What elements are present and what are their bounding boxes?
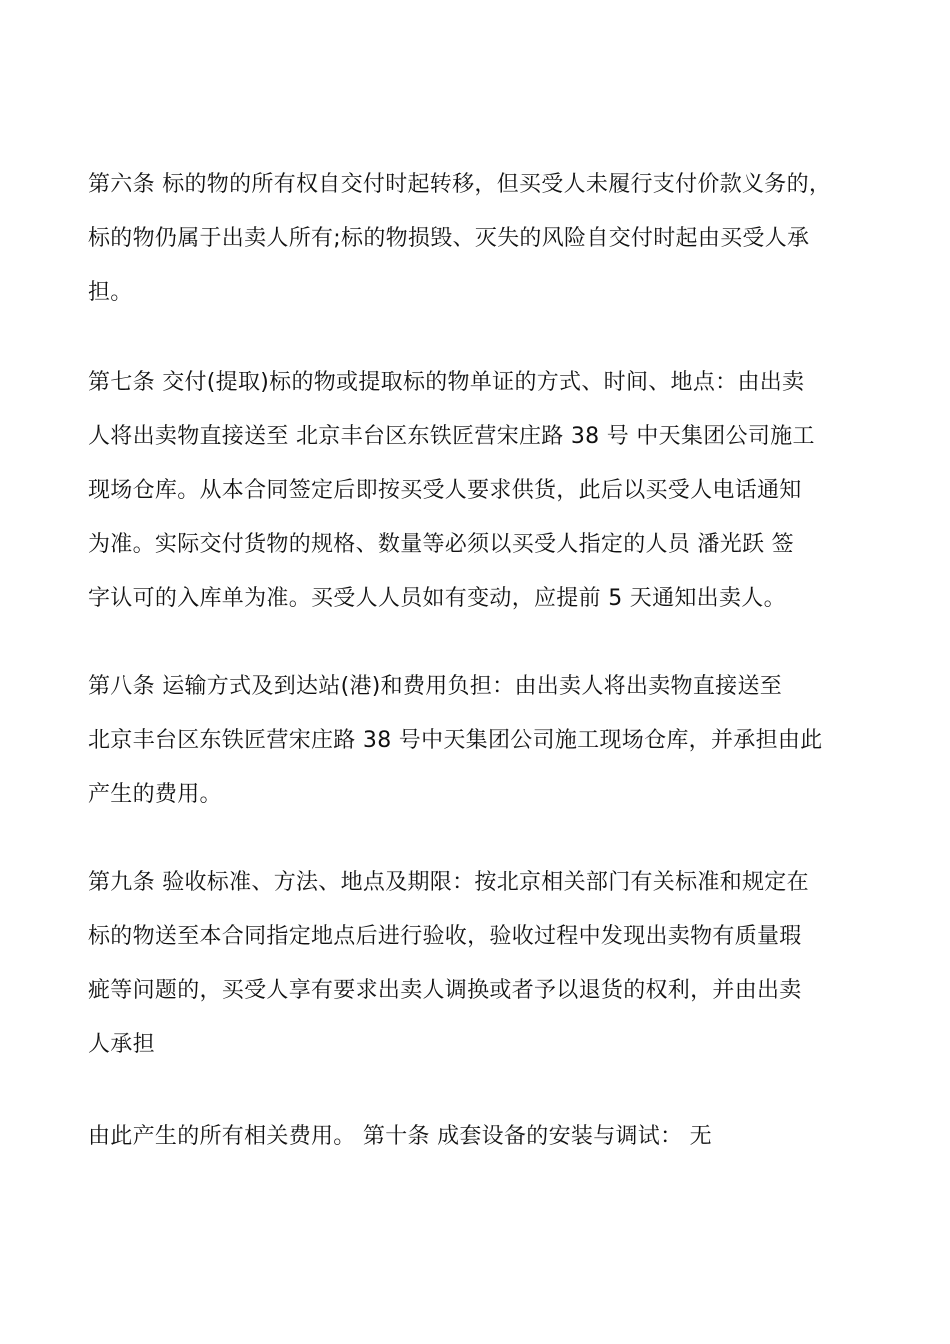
article-6-paragraph (88, 158, 878, 320)
text-line: 标的物送至本合同指定地点后进行验收，验收过程中发现出卖物有质量瑕 (88, 924, 802, 949)
text-line: 第六条 标的物的所有权自交付时起转移，但买受人未履行支付价款义务的， (88, 172, 832, 197)
text-line: 第七条 交付(提取)标的物或提取标的物单证的方式、时间、地点：由出卖 (88, 370, 805, 395)
text-line: 标的物仍属于出卖人所有;标的物损毁、灭失的风险自交付时起由买受人承 (88, 226, 810, 251)
article-7-paragraph (88, 356, 878, 626)
article-8-paragraph (88, 660, 878, 822)
article-10-paragraph (88, 1110, 878, 1164)
text-line: 人将出卖物直接送至 北京丰台区东铁匠营宋庄路 38 号 中天集团公司施工 (88, 424, 815, 449)
text-line: 为准。实际交付货物的规格、数量等必须以买受人指定的人员 潘光跃 签 (88, 532, 794, 557)
text-line: 第八条 运输方式及到达站(港)和费用负担：由出卖人将出卖物直接送至 (88, 674, 783, 699)
text-line: 现场仓库。从本合同签定后即按买受人要求供货，此后以买受人电话通知 (88, 478, 802, 503)
text-line: 疵等问题的，买受人享有要求出卖人调换或者予以退货的权利，并由出卖 (88, 978, 802, 1003)
text-line: 人承担 (88, 1032, 155, 1057)
text-line: 由此产生的所有相关费用。 第十条 成套设备的安装与调试： 无 (88, 1124, 712, 1149)
text-line: 担。 (88, 280, 133, 305)
text-line: 产生的费用。 (88, 782, 222, 807)
text-line: 北京丰台区东铁匠营宋庄路 38 号中天集团公司施工现场仓库，并承担由此 (88, 728, 823, 753)
text-line: 字认可的入库单为准。买受人人员如有变动，应提前 5 天通知出卖人。 (88, 586, 786, 611)
article-9-paragraph (88, 856, 878, 1072)
text-line: 第九条 验收标准、方法、地点及期限：按北京相关部门有关标准和规定在 (88, 870, 809, 895)
